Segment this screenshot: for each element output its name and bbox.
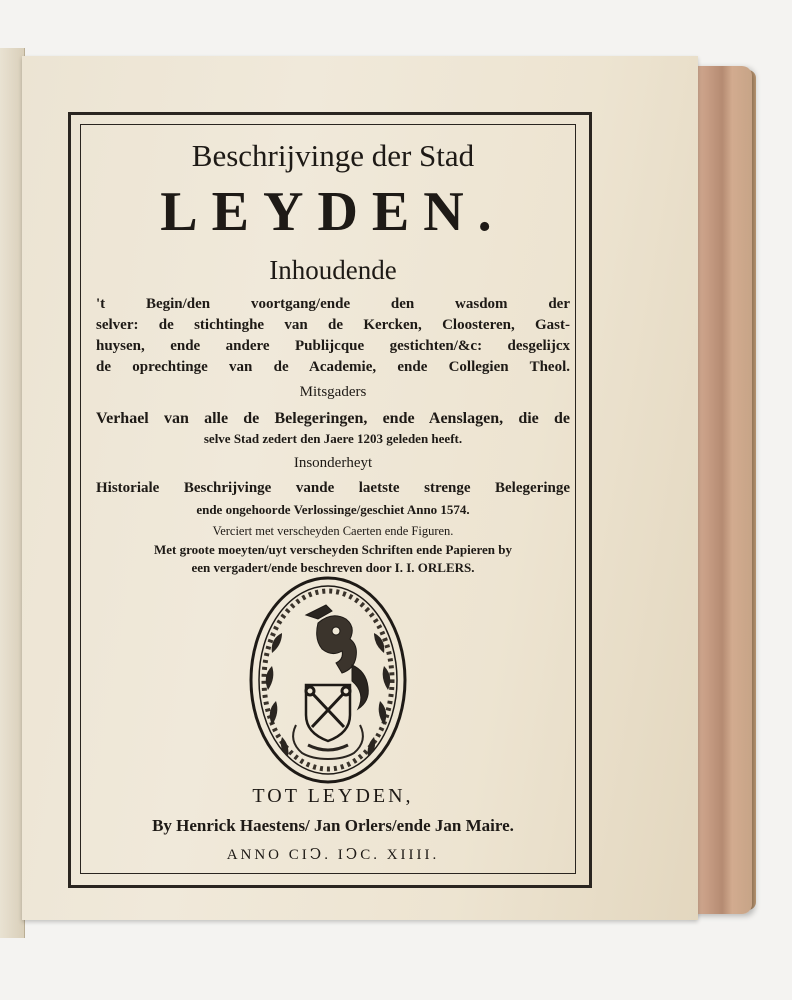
contents-line: selver: de stichtinghe van de Kercken, Cloosteren, Gast- xyxy=(96,317,570,333)
imprint-publishers: By Henrick Haestens/ Jan Orlers/ende Jan Maire. xyxy=(152,816,514,835)
imprint-year: ANNO CIↃ. IↃC. XIIII. xyxy=(226,847,440,863)
title-line: Beschrijvinge der Stad xyxy=(191,138,475,173)
contents-line: de oprechtinge van de Academie, ende Collegien Theol. xyxy=(96,359,570,375)
contents-line: huysen, ende andere Publijcque gestichten/&c: desgelijcx xyxy=(96,338,570,354)
historiale-line: Historiale Beschrijvinge vande laetste strenge Belegeringe xyxy=(96,480,570,496)
coat-of-arms-emblem xyxy=(248,575,408,785)
insonderheyt-heading: Insonderheyt xyxy=(293,455,373,471)
historiale-line: ende ongehoorde Verlossinge/geschiet Anno 1574. xyxy=(196,502,470,517)
verhael-line: Verhael van alle de Belegeringen, ende Aenslagen, die de xyxy=(96,410,570,427)
mitsgaders-heading: Mitsgaders xyxy=(299,384,367,400)
city-name: LEYDEN. xyxy=(160,181,506,243)
inhoudende-heading: Inhoudende xyxy=(269,255,397,285)
author-line: Met groote moeyten/uyt verscheyden Schriften ende Papieren by xyxy=(153,542,513,557)
verciert-line: Verciert met verscheyden Caerten ende Figuren. xyxy=(212,524,454,538)
contents-line: 't Begin/den voortgang/ende den wasdom der xyxy=(96,296,570,312)
author-line: een vergadert/ende beschreven door I. I. ORLERS. xyxy=(191,560,475,575)
imprint-place: TOT LEYDEN, xyxy=(252,785,414,807)
verhael-line: selve Stad zedert den Jaere 1203 geleden heeft. xyxy=(203,431,463,446)
